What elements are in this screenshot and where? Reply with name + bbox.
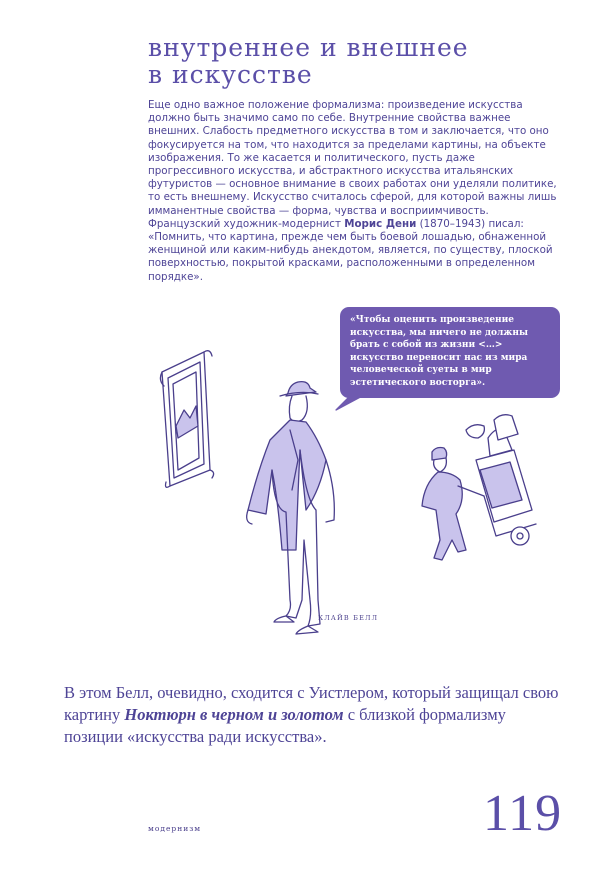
body-paragraph: [148, 99, 560, 284]
title-line-1: внутреннее и внешнее: [148, 33, 469, 62]
artwork-title: Ноктюрн в черном и золотом: [124, 705, 344, 724]
section-title: [148, 34, 469, 88]
body-text-part-2: (1870–1943) писал: «Помнить, что картина, прежде чем быть боевой лошадью, обнаженной женщиной или каким-нибудь анекдотом, является, по существу, плоской поверхностью, покрытой красками, расположенными в определенном порядке».: [148, 217, 553, 283]
lead-text-part-1: В этом Белл, очевидно, сходится с Уистлером, который защищал свою картину: [64, 683, 559, 724]
title-line-2: в искусстве: [148, 60, 313, 89]
artist-name: Морис Дени: [344, 217, 417, 230]
page-number: 119: [483, 785, 563, 842]
illustration-caption: КЛАЙВ БЕЛЛ: [318, 614, 379, 622]
framed-painting-icon: [160, 351, 213, 488]
body-text-part-1: Еще одно важное положение формализма: произведение искусства должно быть значимо само по себе. Внутренние свойства важнее внешних. Слабость предметного искусства в том и заключается, что оно фокусируется на том, что находится за пределами картины, на объекте изображения. То же касается и политического, пусть даже прогрессивного искусства, и абстрактного искусства итальянских футуристов — основное внимание в своих работах они уделяли политике, то есть внешнему. Искусство считалось сферой, для которой важны лишь имманентные свойства — форма, чувства и восприимчивость. Французский художник-модернист: [148, 99, 557, 230]
lead-paragraph: [64, 682, 560, 748]
porter-with-cart-icon: [422, 415, 536, 560]
footer-section-label: модернизм: [148, 824, 202, 833]
lead-text-part-2: с близкой формализму позиции «искусства ради искусства».: [64, 705, 506, 746]
clive-bell-figure-icon: [247, 382, 335, 634]
quote-bubble: «Чтобы оценить произведение искусства, мы ничего не должны брать с собой из жизни <…> искусство переносит нас из мира человеческой суеты в мир эстетического восторга».: [340, 307, 560, 398]
